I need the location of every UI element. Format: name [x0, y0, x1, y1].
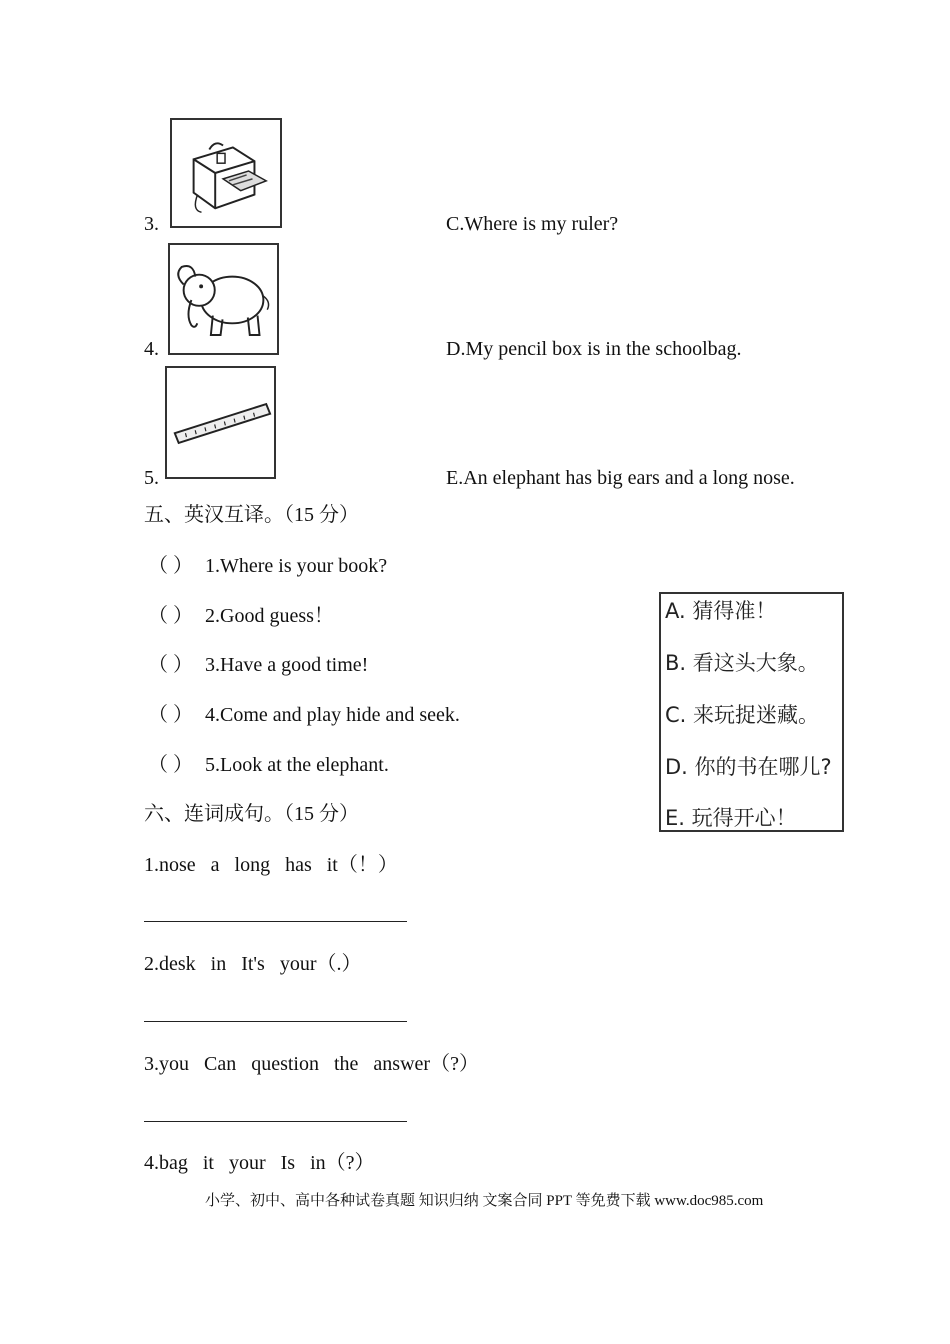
question-text: 1.nose a long has it（！）	[144, 854, 398, 876]
item-number: 5.	[144, 467, 159, 489]
option-c: C. 来玩捉迷藏。	[665, 703, 820, 727]
section-title: 六、连词成句。（15 分）	[144, 803, 359, 825]
answer-blank[interactable]: （ ）	[148, 654, 193, 676]
option-a: A. 猜得准！	[665, 599, 777, 623]
sentence-option: E.An elephant has big ears and a long nose.	[446, 467, 795, 489]
sentence-option: C.Where is my ruler?	[446, 213, 619, 235]
option-e: E. 玩得开心！	[665, 806, 797, 830]
question-text: 3.Have a good time!	[205, 654, 369, 676]
sentence-option: D.My pencil box is in the schoolbag.	[446, 338, 742, 360]
answer-line[interactable]	[144, 1121, 407, 1122]
question-text: 1.Where is your book?	[205, 555, 388, 577]
picture-schoolbag	[170, 118, 282, 228]
item-number: 3.	[144, 213, 159, 235]
question-text: 3.you Can question the answer（?）	[144, 1053, 479, 1075]
page-footer: 小学、初中、高中各种试卷真题 知识归纳 文案合同 PPT 等免费下载 www.doc985.com	[205, 1193, 764, 1209]
answer-blank[interactable]: （ ）	[148, 704, 193, 726]
answer-line[interactable]	[144, 921, 407, 922]
answer-blank[interactable]: （ ）	[148, 754, 193, 776]
question-text: 2.Good guess！	[205, 605, 334, 627]
answer-blank[interactable]: （ ）	[148, 605, 193, 627]
ruler-icon	[167, 368, 274, 477]
option-d: D. 你的书在哪儿?	[665, 755, 832, 779]
picture-elephant	[168, 243, 279, 355]
elephant-icon	[170, 245, 277, 353]
chinese-options-box	[659, 592, 844, 832]
question-text: 2.desk in It's your（.）	[144, 953, 362, 975]
option-b: B. 看这头大象。	[665, 651, 819, 675]
answer-blank[interactable]: （ ）	[148, 555, 193, 577]
question-text: 4.bag it your Is in（?）	[144, 1152, 375, 1174]
question-text: 5.Look at the elephant.	[205, 754, 389, 776]
item-number: 4.	[144, 338, 159, 360]
schoolbag-icon	[172, 120, 280, 226]
question-text: 4.Come and play hide and seek.	[205, 704, 460, 726]
section-title: 五、英汉互译。（15 分）	[144, 504, 359, 526]
answer-line[interactable]	[144, 1021, 407, 1022]
picture-ruler	[165, 366, 276, 479]
